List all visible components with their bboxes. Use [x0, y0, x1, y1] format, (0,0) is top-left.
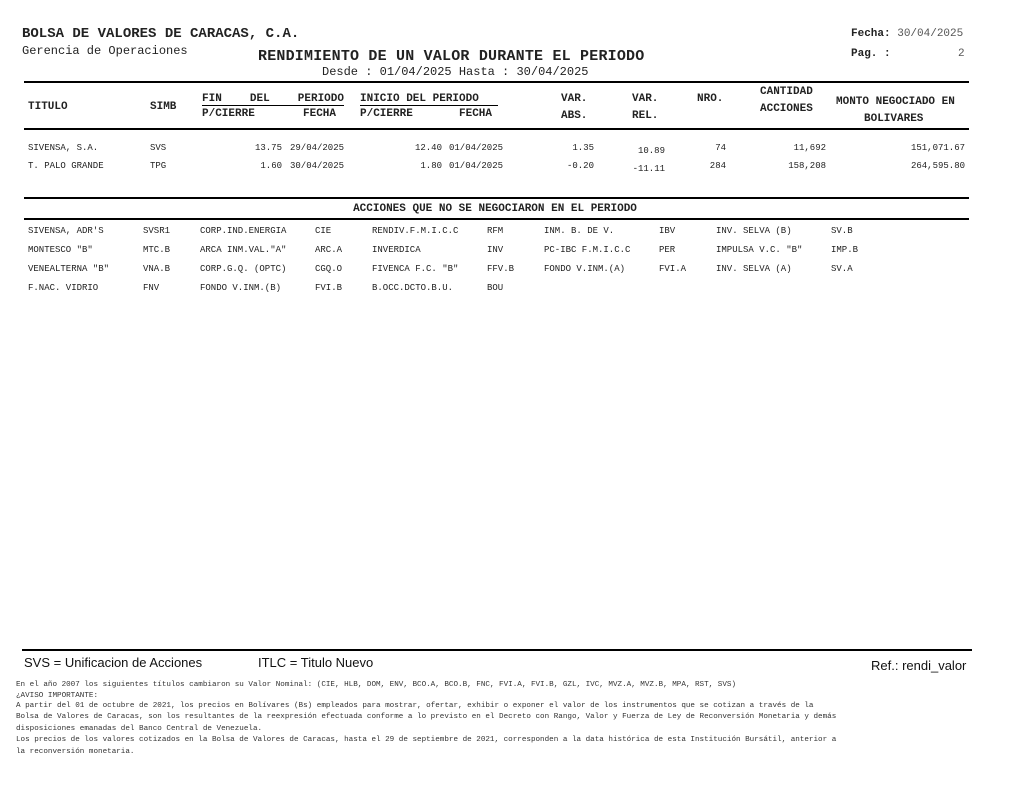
- note-line: En el año 2007 los siguientes títulos cambiaron su Valor Nominal: (CIE, HLB, DOM, ENV, BCO.A, BCO.B, FNC, FVI.A, FVI.B, GZL, IVC, MVZ.A, MVZ.B, MPA, RST, SVS): [16, 681, 737, 689]
- note-line: ¿AVISO IMPORTANTE:: [16, 691, 99, 700]
- not-traded-symbol: MTC.B: [143, 245, 171, 255]
- page-number: 2: [958, 48, 965, 60]
- cell-var-abs: 1.35: [572, 143, 594, 153]
- not-traded-name: CORP.G.Q. (OPTC): [200, 264, 287, 274]
- cell-titulo: T. PALO GRANDE: [28, 161, 104, 171]
- cell-ini-cierre: 12.40: [414, 143, 442, 153]
- table-top-rule: [24, 81, 969, 83]
- department-name: Gerencia de Operaciones: [22, 44, 188, 58]
- col-bolivares: BOLIVARES: [864, 113, 924, 125]
- table-row: [0, 161, 1024, 175]
- not-traded-name: INV. SELVA (B): [716, 226, 792, 236]
- col-ini-fecha: FECHA: [459, 108, 493, 120]
- table-row: [0, 143, 1024, 157]
- note-line: disposiciones emanadas del Banco Central de Venezuela.: [16, 724, 263, 733]
- not-traded-symbol: RFM: [487, 226, 504, 236]
- not-traded-name: INV. SELVA (A): [716, 264, 792, 274]
- report-title: RENDIMIENTO DE UN VALOR DURANTE EL PERIODO: [258, 48, 645, 65]
- not-traded-top-rule: [24, 197, 969, 199]
- not-traded-list: [0, 226, 1024, 306]
- col-titulo: TITULO: [28, 101, 68, 113]
- note-line: la reconversión monetaria.: [16, 747, 135, 756]
- col-simb: SIMB: [150, 101, 177, 113]
- not-traded-symbol: CIE: [315, 226, 332, 236]
- date-value: 30/04/2025: [897, 28, 964, 40]
- cell-cantidad: 11,692: [793, 143, 826, 153]
- cell-monto: 264,595.80: [910, 161, 965, 171]
- cell-fin-cierre: 13.75: [254, 143, 282, 153]
- not-traded-name: SIVENSA, ADR'S: [28, 226, 104, 236]
- range-to-label: Hasta :: [458, 65, 510, 79]
- not-traded-name: INM. B. DE V.: [544, 226, 615, 236]
- cell-simb: SVS: [150, 143, 167, 153]
- not-traded-name: MONTESCO "B": [28, 245, 93, 255]
- not-traded-name: B.OCC.DCTO.B.U.: [372, 283, 454, 293]
- not-traded-symbol: FFV.B: [487, 264, 515, 274]
- cell-ini-cierre: 1.80: [420, 161, 442, 171]
- range-from: 01/04/2025: [379, 65, 452, 79]
- not-traded-symbol: SV.B: [831, 226, 853, 236]
- not-traded-name: IMPULSA V.C. "B": [716, 245, 803, 255]
- page-label: Pag. :: [851, 48, 891, 60]
- col-cantidad: CANTIDAD: [760, 86, 813, 98]
- col-inicio-del-periodo: INICIO DEL PERIODO: [360, 93, 498, 106]
- not-traded-name: ARCA INM.VAL."A": [200, 245, 287, 255]
- cell-fin-fecha: 29/04/2025: [290, 143, 345, 153]
- not-traded-symbol: ARC.A: [315, 245, 343, 255]
- not-traded-symbol: BOU: [487, 283, 504, 293]
- not-traded-symbol: FNV: [143, 283, 160, 293]
- cell-titulo: SIVENSA, S.A.: [28, 143, 99, 153]
- not-traded-name: F.NAC. VIDRIO: [28, 283, 99, 293]
- col-var-abs-top: VAR.: [561, 93, 588, 105]
- range-to: 30/04/2025: [516, 65, 589, 79]
- col-var-abs: ABS.: [561, 110, 588, 122]
- not-traded-symbol: VNA.B: [143, 264, 171, 274]
- ref-label: Ref.: rendi_valor: [871, 658, 967, 673]
- col-fin-fecha: FECHA: [303, 108, 337, 120]
- col-var-rel: REL.: [632, 110, 659, 122]
- date-range: [322, 65, 588, 79]
- not-traded-symbol: IMP.B: [831, 245, 859, 255]
- not-traded-name: FONDO V.INM.(A): [544, 264, 626, 274]
- not-traded-symbol: FVI.A: [659, 264, 687, 274]
- not-traded-name: VENEALTERNA "B": [28, 264, 110, 274]
- not-traded-name: CORP.IND.ENERGIA: [200, 226, 287, 236]
- not-traded-name: FONDO V.INM.(B): [200, 283, 282, 293]
- col-fin-del-periodo: FIN DEL PERIODO: [202, 93, 344, 105]
- footer-notes: [16, 680, 836, 758]
- footer-rule: [22, 649, 972, 651]
- company-name: BOLSA DE VALORES DE CARACAS, C.A.: [22, 26, 300, 42]
- cell-simb: TPG: [150, 161, 167, 171]
- report-date: [851, 28, 963, 40]
- cell-fin-fecha: 30/04/2025: [290, 161, 345, 171]
- cell-nro: 284: [709, 161, 726, 171]
- not-traded-symbol: FVI.B: [315, 283, 343, 293]
- note-line: A partir del 01 de octubre de 2021, los precios en Bolívares (Bs) empleados para mostrar, ofertar, exhibir o exponer el valor de los instrumentos que se cotizan a través de la: [16, 701, 814, 710]
- col-nro: NRO.: [697, 93, 724, 105]
- col-fin-cierre: P/CIERRE: [202, 108, 255, 120]
- not-traded-name: RENDIV.F.M.I.C.C: [372, 226, 459, 236]
- cell-var-rel: 10.89: [637, 146, 665, 156]
- not-traded-symbol: SV.A: [831, 264, 853, 274]
- col-acciones: ACCIONES: [760, 103, 813, 115]
- date-label: Fecha:: [851, 28, 891, 40]
- cell-monto: 151,071.67: [910, 143, 965, 153]
- cell-var-rel: -11.11: [632, 164, 665, 174]
- not-traded-symbol: CGQ.O: [315, 264, 343, 274]
- table-header-rule: [24, 128, 969, 130]
- col-monto: MONTO NEGOCIADO EN: [836, 96, 955, 108]
- not-traded-name: FIVENCA F.C. "B": [372, 264, 459, 274]
- col-var-rel-top: VAR.: [632, 93, 659, 105]
- not-traded-name: INVERDICA: [372, 245, 421, 255]
- not-traded-symbol: INV: [487, 245, 504, 255]
- col-ini-cierre: P/CIERRE: [360, 108, 413, 120]
- not-traded-bottom-rule: [24, 218, 969, 220]
- not-traded-name: PC-IBC F.M.I.C.C: [544, 245, 631, 255]
- cell-fin-cierre: 1.60: [260, 161, 282, 171]
- range-from-label: Desde :: [322, 65, 373, 79]
- cell-var-abs: -0.20: [566, 161, 594, 171]
- not-traded-symbol: PER: [659, 245, 676, 255]
- not-traded-title: ACCIONES QUE NO SE NEGOCIARON EN EL PERIODO: [353, 203, 637, 215]
- not-traded-symbol: SVSR1: [143, 226, 171, 236]
- note-line: Los precios de los valores cotizados en la Bolsa de Valores de Caracas, hasta el 29 de septiembre de 2021, corresponden a la data histórica de esta Institución Bursátil, anterior a: [16, 736, 837, 744]
- note-line: Bolsa de Valores de Caracas, son los resultantes de la reexpresión efectuada conforme a lo previsto en el Decreto con Rango, Valor y Fuerza de Ley de Reconversión Monetaria y demás: [16, 713, 837, 721]
- cell-ini-fecha: 01/04/2025: [449, 143, 504, 153]
- legend-svs: SVS = Unificacion de Acciones: [24, 655, 203, 670]
- cell-ini-fecha: 01/04/2025: [449, 161, 504, 171]
- cell-cantidad: 158,208: [788, 161, 826, 171]
- cell-nro: 74: [715, 143, 726, 153]
- legend-itlc: ITLC = Titulo Nuevo: [258, 655, 374, 670]
- not-traded-symbol: IBV: [659, 226, 676, 236]
